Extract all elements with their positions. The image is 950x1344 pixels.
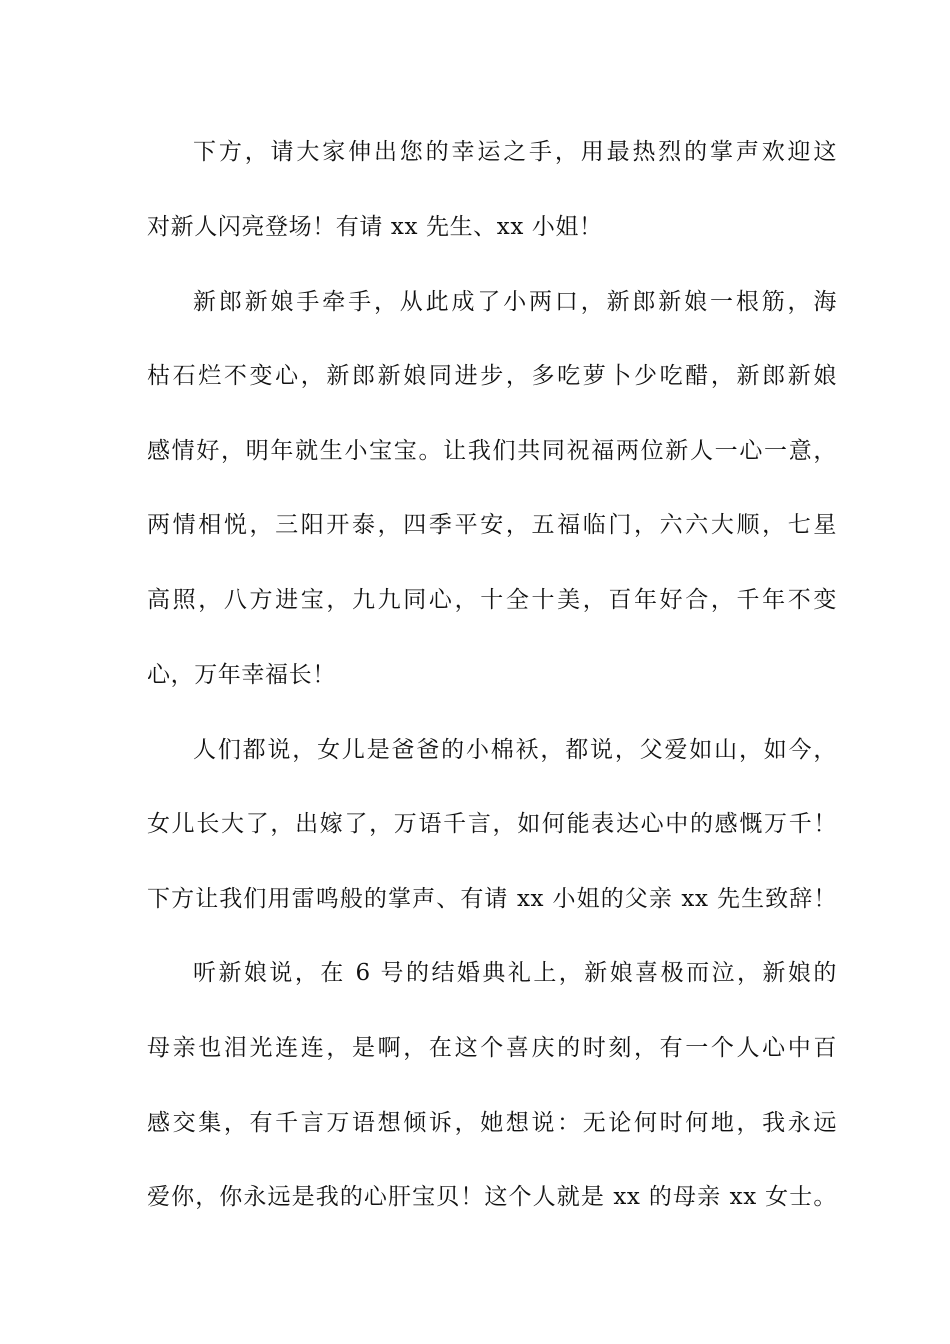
text-line: 下方，请大家伸出您的幸运之手，用最热烈的掌声欢迎这 [193,139,837,165]
text-line: 高照，八方进宝，九九同心，十全十美，百年好合，千年不变 [147,587,837,613]
text-line: 女儿长大了，出嫁了，万语千言，如何能表达心中的感慨万千！ [147,811,837,837]
text-line: 两情相悦，三阳开泰，四季平安，五福临门，六六大顺，七星 [147,512,837,538]
text-line: 新郎新娘手牵手，从此成了小两口，新郎新娘一根筋，海 [193,289,837,315]
text-line: 母亲也泪光连连，是啊，在这个喜庆的时刻，有一个人心中百 [147,1035,837,1061]
text-line: 感交集，有千言万语想倾诉，她想说：无论何时何地，我永远 [147,1110,837,1136]
text-line: 心，万年幸福长！ [147,662,336,688]
text-line: 对新人闪亮登场！有请 xx 先生、xx 小姐！ [147,214,603,240]
text-line: 听新娘说，在 6 号的结婚典礼上，新娘喜极而泣，新娘的 [193,960,837,986]
text-line: 爱你，你永远是我的心肝宝贝！这个人就是 xx 的母亲 xx 女士。 [147,1184,837,1210]
text-line: 人们都说，女儿是爸爸的小棉袄，都说，父爱如山，如今， [193,737,837,763]
text-line: 下方让我们用雷鸣般的掌声、有请 xx 小姐的父亲 xx 先生致辞！ [147,886,837,912]
text-line: 感情好，明年就生小宝宝。让我们共同祝福两位新人一心一意， [147,438,837,464]
text-line: 枯石烂不变心，新郎新娘同进步，多吃萝卜少吃醋，新郎新娘 [147,363,837,389]
